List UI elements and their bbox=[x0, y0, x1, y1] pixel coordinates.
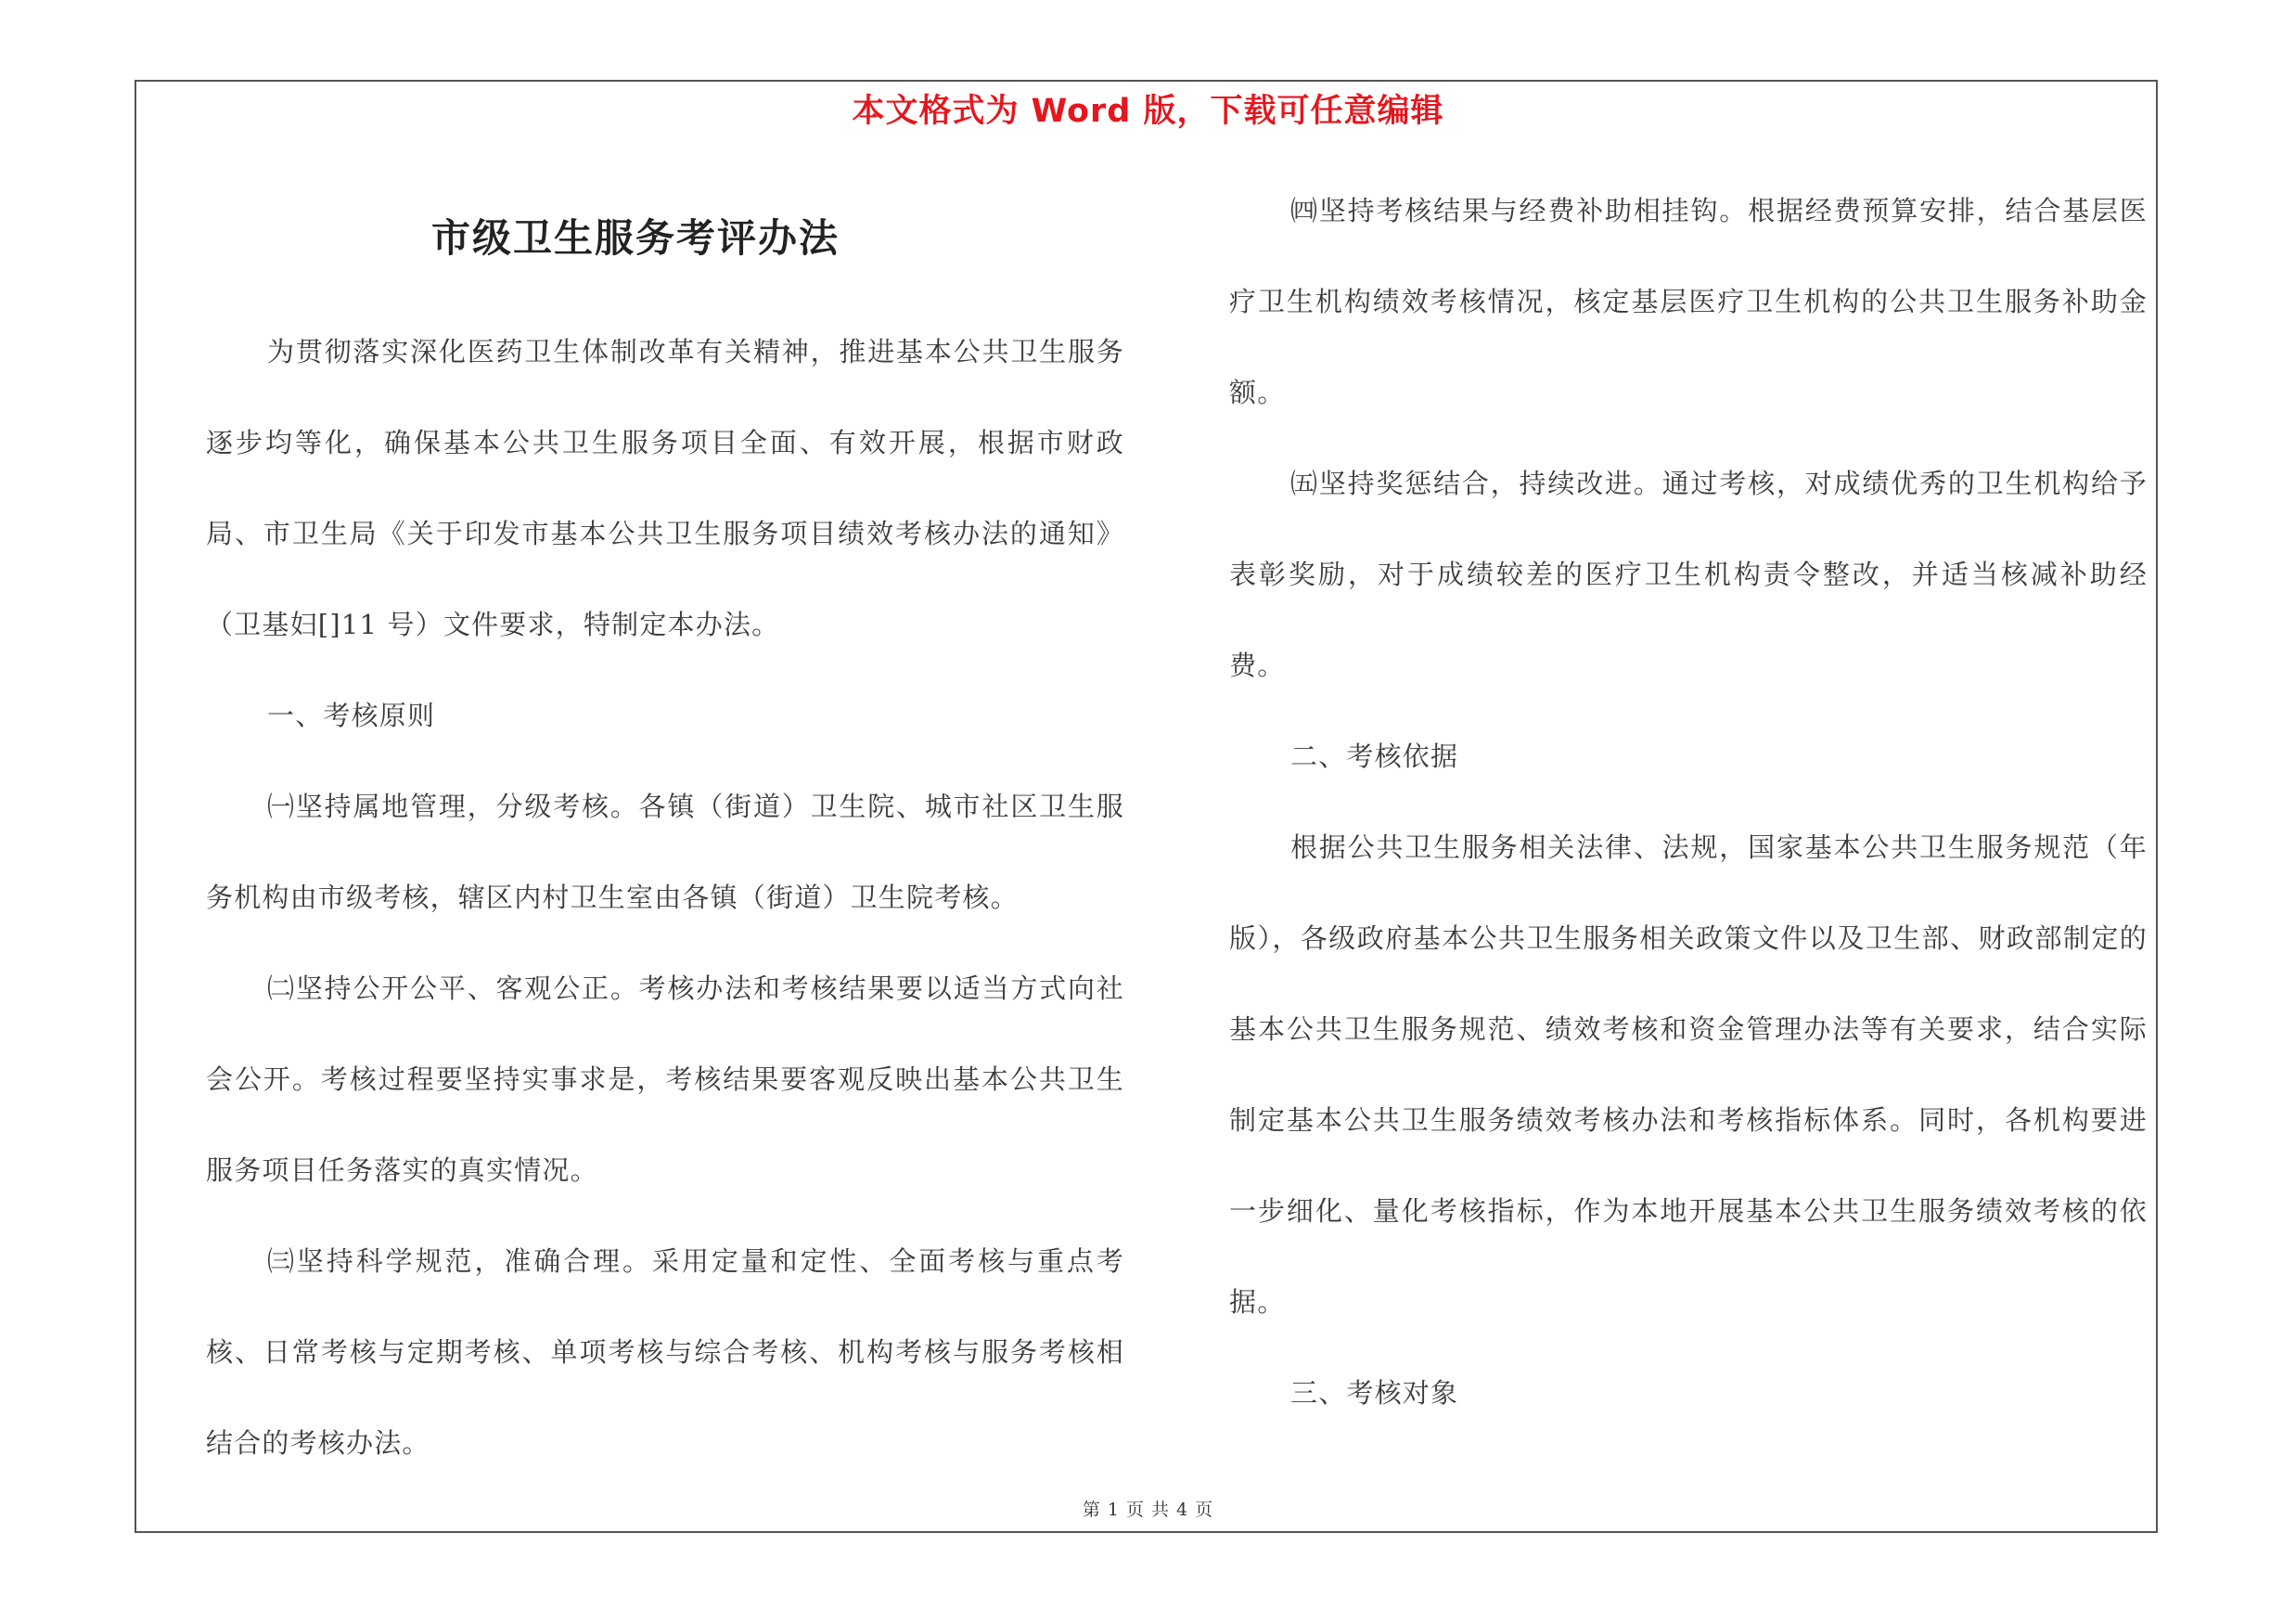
intro-paragraph: 为贯彻落实深化医药卫生体制改革有关精神，推进基本公共卫生服务逐步均等化，确保基本公共卫生服务项目全面、有效开展，根据市财政局、市卫生局《关于印发市基本公共卫生服务项目绩效考核办法的通知》（卫基妇[]11 号）文件要求，特制定本办法。 bbox=[206, 336, 1124, 640]
principle-1-paragraph: ㈠坚持属地管理，分级考核。各镇（街道）卫生院、城市社区卫生服务机构由市级考核，辖区内村卫生室由各镇（街道）卫生院考核。 bbox=[206, 791, 1124, 913]
principle-2-paragraph: ㈡坚持公开公平、客观公正。考核办法和考核结果要以适当方式向社会公开。考核过程要坚持实事求是，考核结果要客观反映出基本公共卫生服务项目任务落实的真实情况。 bbox=[206, 973, 1124, 1186]
word-format-banner: 本文格式为 Word 版，下载可任意编辑 bbox=[852, 93, 1444, 130]
section-heading-basis: 二、考核依据 bbox=[1290, 741, 1459, 772]
principle-5-paragraph: ㈤坚持奖惩结合，持续改进。通过考核，对成绩优秀的卫生机构给予表彰奖励，对于成绩较差的医疗卫生机构责令整改，并适当核减补助经费。 bbox=[1229, 468, 2148, 681]
left-column bbox=[206, 306, 1124, 1488]
page-number-footer: 第 1 页 共 4 页 bbox=[1082, 1500, 1214, 1520]
basis-paragraph: 根据公共卫生服务相关法律、法规，国家基本公共卫生服务规范（年版），各级政府基本公共卫生服务相关政策文件以及卫生部、财政部制定的基本公共卫生服务规范、绩效考核和资金管理办法等有关要求，结合实际制定基本公共卫生服务绩效考核办法和考核指标体系。同时，各机构要进一步细化、量化考核指标，作为本地开展基本公共卫生服务绩效考核的依据。 bbox=[1229, 831, 2148, 1318]
principle-3-paragraph: ㈢坚持科学规范，准确合理。采用定量和定性、全面考核与重点考核、日常考核与定期考核、单项考核与综合考核、机构考核与服务考核相结合的考核办法。 bbox=[206, 1245, 1124, 1459]
section-heading-principles: 一、考核原则 bbox=[267, 700, 436, 731]
section-heading-targets: 三、考核对象 bbox=[1290, 1377, 1459, 1409]
principle-4-paragraph: ㈣坚持考核结果与经费补助相挂钩。根据经费预算安排，结合基层医疗卫生机构绩效考核情况，核定基层医疗卫生机构的公共卫生服务补助金额。 bbox=[1229, 195, 2148, 408]
document-title: 市级卫生服务考评办法 bbox=[430, 215, 840, 261]
right-column bbox=[1229, 165, 2148, 1438]
